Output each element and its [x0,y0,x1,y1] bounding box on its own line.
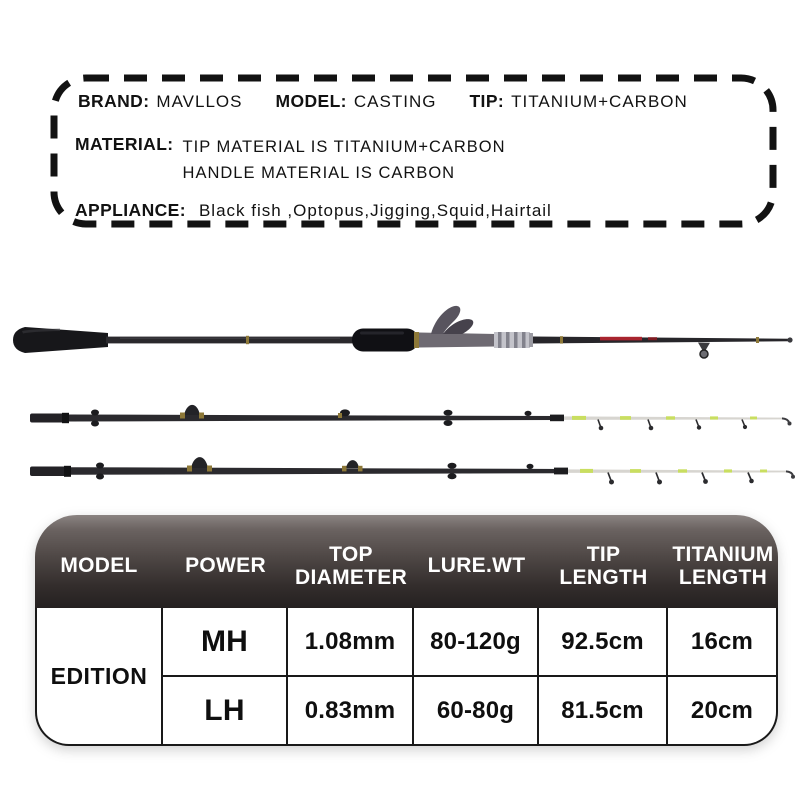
rod-section-image-1 [30,405,792,430]
rod-section-image-2 [30,457,795,484]
material-lines [183,134,506,186]
appliance-value: Black fish ,Optopus,Jigging,Squid,Hairtail [198,201,552,220]
tip-value: TITANIUM+CARBON [511,92,688,111]
header-tip-length: TIP LENGTH [559,542,648,589]
cell-top-diameter-mh: 1.08mm [288,608,414,677]
material-label: MATERIAL: [75,134,174,154]
spec-box [50,74,777,228]
product-photo-rods [0,290,800,510]
material-line-2: HANDLE MATERIAL IS CARBON [182,164,456,182]
cell-model-edition: EDITION [35,608,163,746]
brand-value: MAVLLOS [156,92,243,111]
tip-label: TIP: [469,91,505,111]
header-lure-wt: LURE.WT [427,554,526,578]
header-top-diameter: TOP DIAMETER [295,542,408,589]
rod-full-image [13,306,793,358]
cell-titanium-length-mh: 16cm [668,608,778,677]
tip-pair [469,91,687,112]
spec-line-brand-model-tip [78,91,688,112]
cell-lure-wt-mh: 80-120g [414,608,539,677]
material-line-1: TIP MATERIAL IS TITANIUM+CARBON [182,138,506,156]
cell-top-diameter-lh: 0.83mm [288,677,414,746]
header-titanium-length: TITANIUM LENGTH [672,542,774,589]
table-header [35,515,778,608]
model-pair [275,91,436,112]
appliance-row [75,200,552,221]
spec-table [35,515,778,746]
cell-tip-length-mh: 92.5cm [539,608,668,677]
material-row [75,134,506,186]
cell-titanium-length-lh: 20cm [668,677,778,746]
appliance-label: APPLIANCE: [75,200,186,220]
cell-lure-wt-lh: 60-80g [414,677,539,746]
cell-power-lh: LH [163,677,288,746]
header-model: MODEL [60,554,138,578]
cell-power-mh: MH [163,608,288,677]
table-body [35,608,778,746]
model-label: MODEL: [275,91,347,111]
brand-label: BRAND: [78,91,150,111]
model-value: CASTING [353,92,437,111]
header-power: POWER [185,554,266,578]
cell-tip-length-lh: 81.5cm [539,677,668,746]
brand-pair [78,91,242,112]
